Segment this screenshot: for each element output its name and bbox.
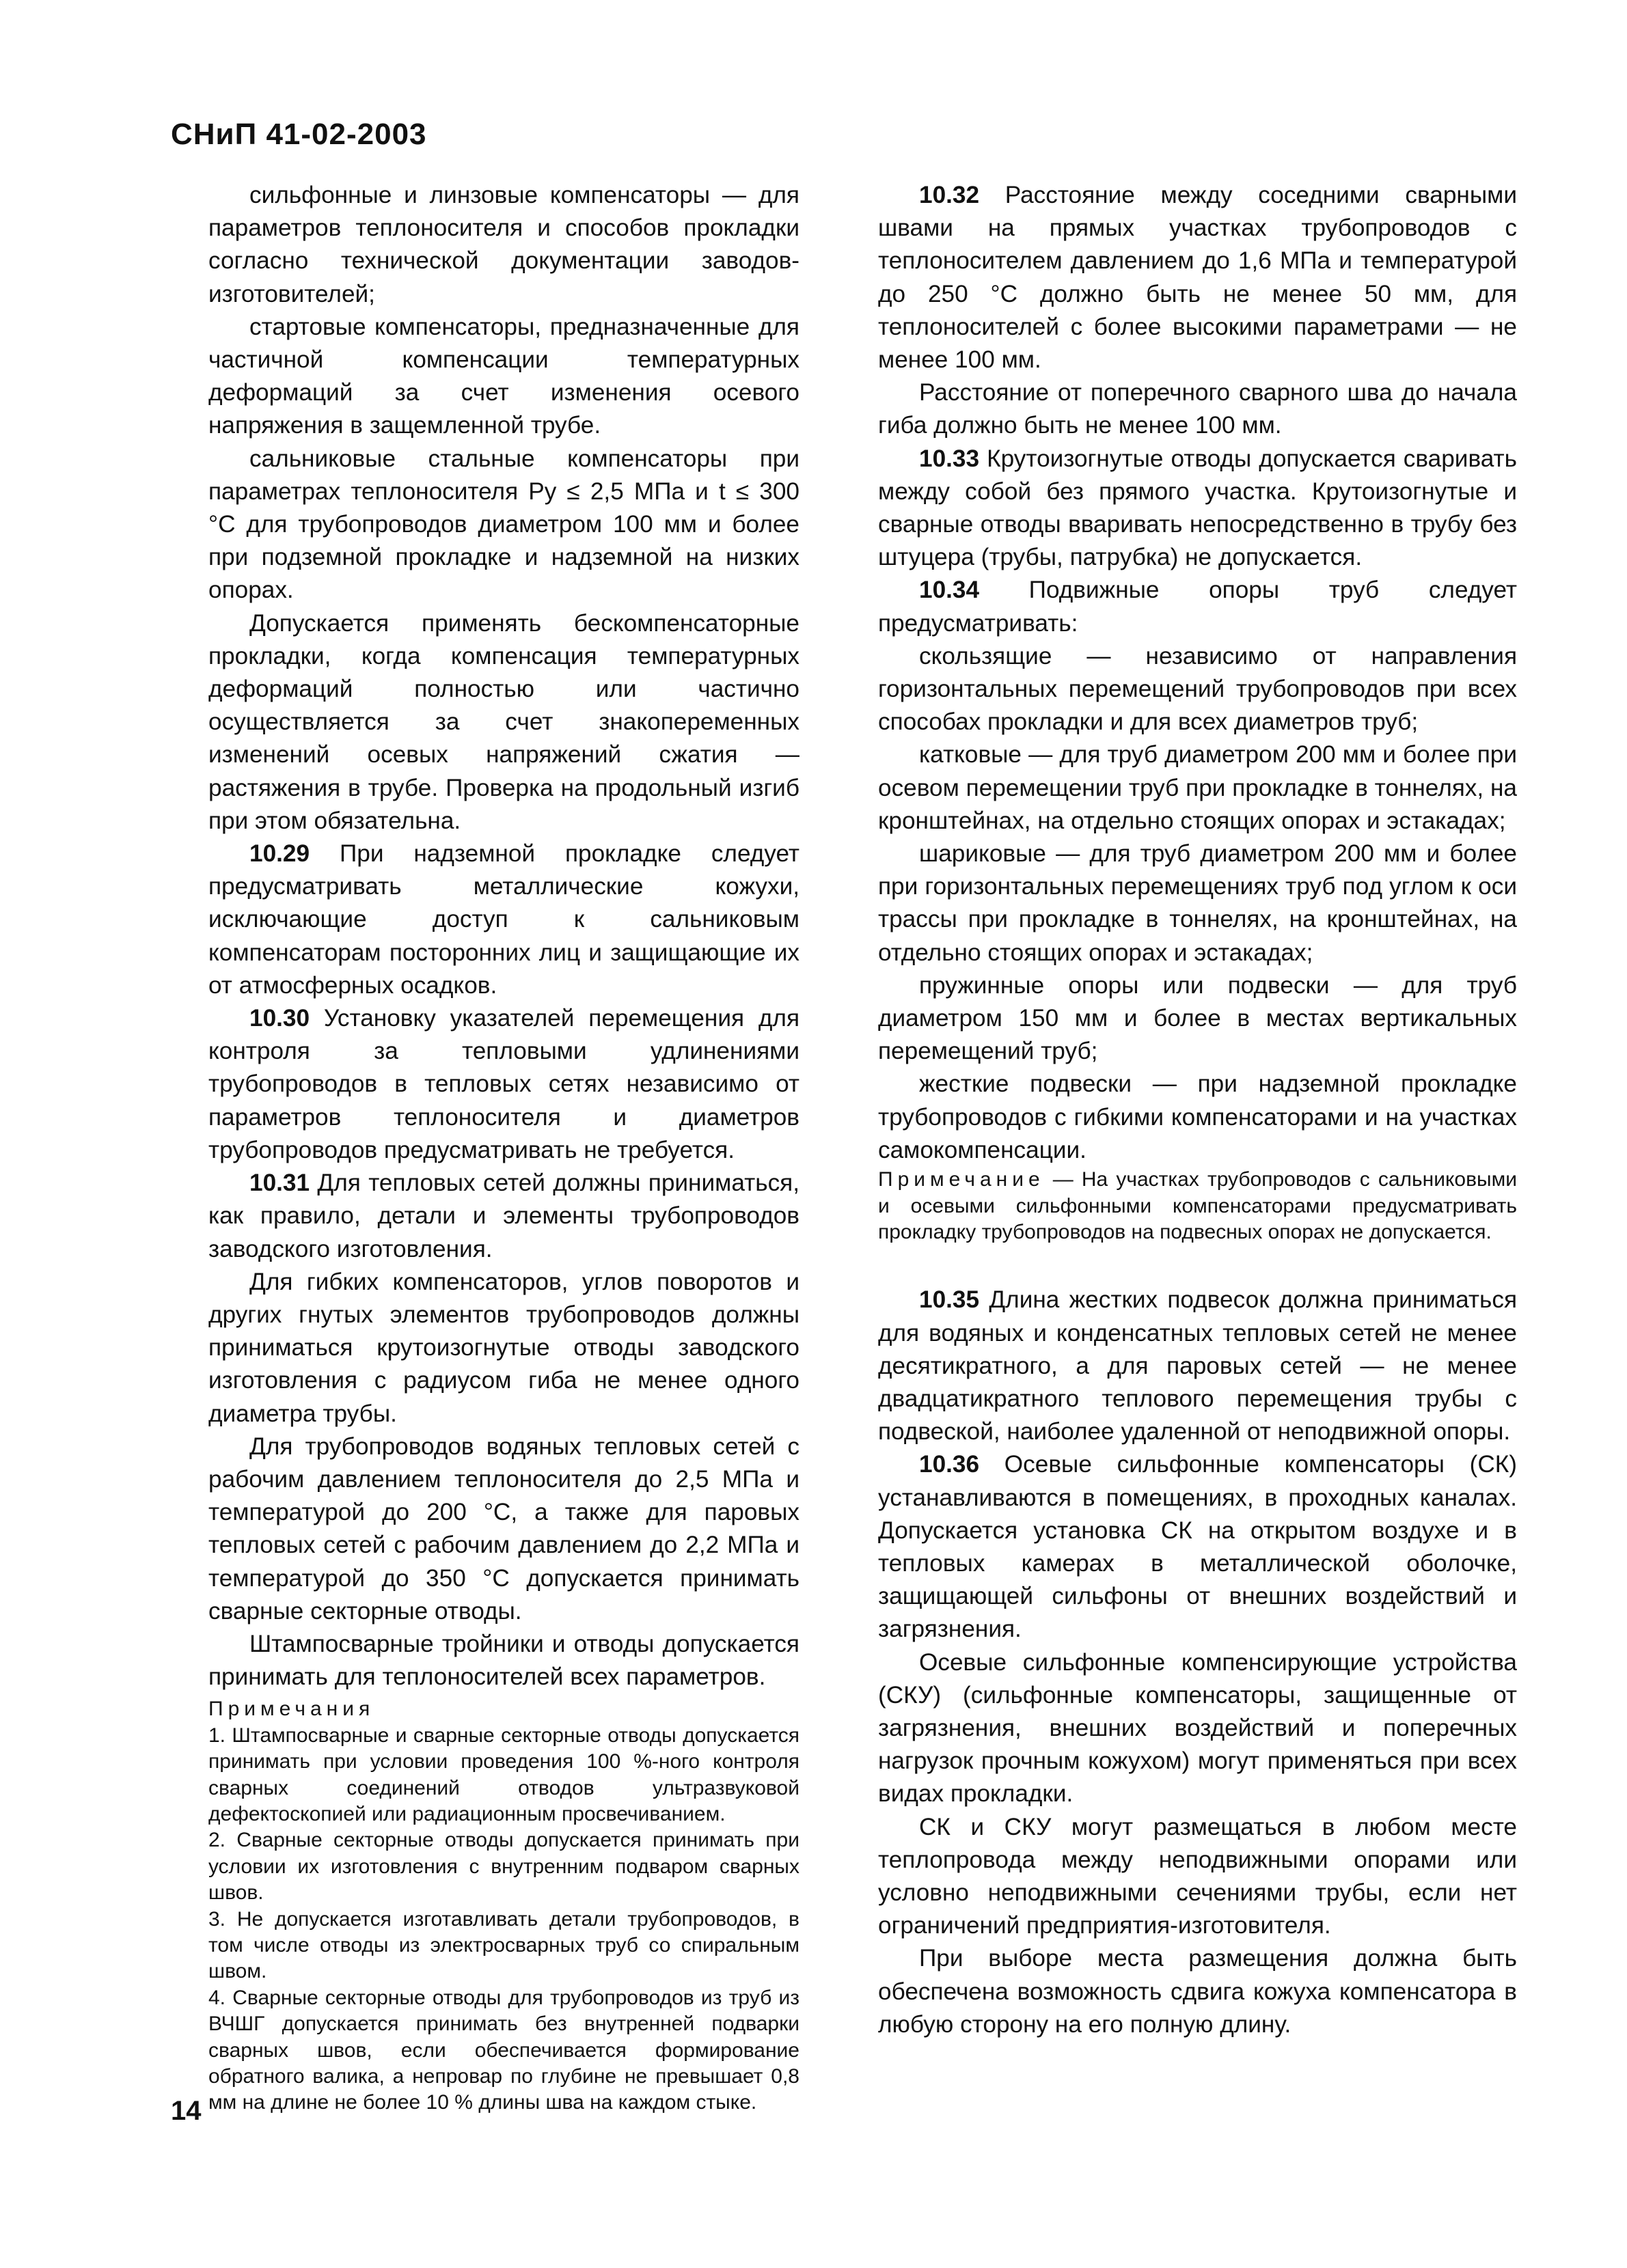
note-item: 2. Сварные секторные отводы допускается принимать при условии их изготовления с внутренним подваром сварных швов. <box>208 1829 799 1905</box>
section-10-36 <box>878 1448 1517 1646</box>
paragraph: жесткие подвески — при надземной прокладке трубопроводов с гибкими компенсаторами и на участках самокомпенсации. <box>878 1070 1517 1163</box>
notes-heading: Примечания <box>208 1698 375 1721</box>
section-10-33 <box>878 443 1517 575</box>
document-code: СНиП 41-02-2003 <box>171 117 427 151</box>
note <box>878 1167 1517 1245</box>
note-text: — На участках трубопроводов с сальниковыми и осевыми сильфонными компенсаторами предусматривать прокладку трубопроводов на подвесных опорах не допускается. <box>878 1168 1517 1243</box>
spacer <box>878 1245 1517 1284</box>
section-text: Подвижные опоры труб следует предусматривать: <box>878 577 1517 637</box>
section-number: 10.29 <box>249 840 310 868</box>
paragraph: Осевые сильфонные компенсирующие устройства (СКУ) (сильфонные компенсаторы, защищенные от загрязнения, внешних воздействий и поперечных нагрузок прочным кожухом) могут применяться при всех видах прокладки. <box>878 1648 1517 1808</box>
paragraph: При выборе места размещения должна быть обеспечена возможность сдвига кожуха компенсатора в любую сторону на его полную длину. <box>878 1945 1517 2038</box>
section-text: Осевые сильфонные компенсаторы (СК) устанавливаются в помещениях, в проходных каналах. Допускается установка СК на открытом воздухе и в тепловых камерах в металлической оболочке, защищающей сильфоны от внешних воздействий и загрязнения. <box>878 1451 1517 1643</box>
paragraph: Для трубопроводов водяных тепловых сетей с рабочим давлением теплоносителя до 2,5 МПа и температурой до 200 °С, а также для паровых тепловых сетей с рабочим давлением до 2,2 МПа и температурой до 350 °С допускается принимать сварные секторные отводы. <box>208 1433 799 1624</box>
paragraph: катковые — для труб диаметром 200 мм и более при осевом перемещении труб при прокладке в тоннелях, на кронштейнах, на отдельно стоящих опорах и эстакадах; <box>878 741 1517 834</box>
section-number: 10.33 <box>919 445 980 472</box>
note-item: 1. Штампосварные и сварные секторные отводы допускается принимать при условии проведения 100 %-ного контроля сварных соединений отводов ультразвуковой дефектоскопией или радиационным просвечиванием. <box>208 1724 799 1825</box>
paragraph: стартовые компенсаторы, предназначенные для частичной компенсации температурных деформаций за счет изменения осевого напряжения в защемленной трубе. <box>208 313 799 439</box>
section-number: 10.31 <box>249 1170 310 1197</box>
paragraph: Расстояние от поперечного сварного шва до начала гиба должно быть не менее 100 мм. <box>878 379 1517 439</box>
section-text: Установку указателей перемещения для контроля за тепловыми удлинениями трубопроводов в тепловых сетях независимо от параметров теплоносителя и диаметров трубопроводов предусматривать не требуется. <box>208 1005 799 1163</box>
left-column <box>208 179 799 2116</box>
paragraph: сильфонные и линзовые компенсаторы — для параметров теплоносителя и способов прокладки согласно технической документации заводов-изготовителей; <box>208 182 799 307</box>
paragraph: шариковые — для труб диаметром 200 мм и более при горизонтальных перемещениях труб под углом к оси трассы при прокладке в тоннелях, на кронштейнах, на отдельно стоящих опорах и эстакадах; <box>878 840 1517 966</box>
section-10-34 <box>878 574 1517 639</box>
paragraph: пружинные опоры или подвески — для труб диаметром 150 мм и более в местах вертикальных перемещений труб; <box>878 971 1517 1065</box>
section-10-31 <box>208 1167 799 1266</box>
notes-block <box>208 1696 799 2116</box>
paragraph: скользящие — независимо от направления горизонтальных перемещений трубопроводов при всех способах прокладки и для всех диаметров труб; <box>878 642 1517 736</box>
paragraph: сальниковые стальные компенсаторы при параметрах теплоносителя Pу ≤ 2,5 МПа и t ≤ 300 °С для трубопроводов диаметром 100 мм и более при подземной прокладке и надземной на низких опорах. <box>208 445 799 604</box>
section-number: 10.32 <box>919 182 980 208</box>
section-10-30 <box>208 1002 799 1167</box>
section-text: Крутоизогнутые отводы допускается сваривать между собой без прямого участка. Крутоизогнутые и сварные отводы вваривать непосредственно в трубу без штуцера (трубы, патрубка) не допускается. <box>878 445 1517 571</box>
section-10-35 <box>878 1284 1517 1448</box>
section-10-32 <box>878 179 1517 376</box>
section-number: 10.35 <box>919 1286 980 1314</box>
note-label: Примечание <box>878 1168 1045 1191</box>
paragraph: Для гибких компенсаторов, углов поворотов и других гнутых элементов трубопроводов должны приниматься крутоизогнутые отводы заводского изготовления с радиусом гиба не менее одного диаметра трубы. <box>208 1268 799 1427</box>
paragraph: СК и СКУ могут размещаться в любом месте теплопровода между неподвижными опорами или условно неподвижными сечениями трубы, если нет ограничений предприятия-изготовителя. <box>878 1813 1517 1939</box>
note-item: 3. Не допускается изготавливать детали трубопроводов, в том числе отводы из электросварных труб со спиральным швом. <box>208 1907 799 1983</box>
paragraph: Штампосварные тройники и отводы допускается принимать для теплоносителей всех параметров. <box>208 1630 799 1691</box>
page-number: 14 <box>171 2096 202 2126</box>
section-number: 10.30 <box>249 1005 310 1032</box>
section-text: При надземной прокладке следует предусматривать металлические кожухи, исключающие доступ к сальниковым компенсаторам посторонних лиц и защищающие их от атмосферных осадков. <box>208 840 799 999</box>
paragraph: Допускается применять бескомпенсаторные прокладки, когда компенсация температурных деформаций полностью или частично осуществляется за счет знакопеременных изменений осевых напряжений сжатия — растяжения в трубе. Проверка на продольный изгиб при этом обязательна. <box>208 609 799 834</box>
right-column <box>878 179 1517 2041</box>
section-10-29 <box>208 838 799 1002</box>
section-text: Расстояние между соседними сварными швами на прямых участках трубопроводов с теплоносителем давлением до 1,6 МПа и температурой до 250 °С должно быть не менее 50 мм, для теплоносителей с более высокими параметрами — не менее 100 мм. <box>878 182 1517 374</box>
note-item: 4. Сварные секторные отводы для трубопроводов из труб из ВЧШГ допускается принимать без внутренней подварки сварных швов, если обеспечивается формирование обратного валика, а непровар по глубине не превышает 0,8 мм на длине не более 10 % длины шва на каждом стыке. <box>208 1986 799 2114</box>
section-text: Для тепловых сетей должны приниматься, как правило, детали и элементы трубопроводов заводского изготовления. <box>208 1170 799 1262</box>
section-number: 10.36 <box>919 1451 980 1478</box>
section-number: 10.34 <box>919 577 980 604</box>
section-text: Длина жестких подвесок должна приниматься для водяных и конденсатных тепловых сетей не менее десятикратного, а для паровых сетей — не менее двадцатикратного теплового перемещения трубы с подвеской, наиболее удаленной от неподвижной опоры. <box>878 1286 1517 1446</box>
